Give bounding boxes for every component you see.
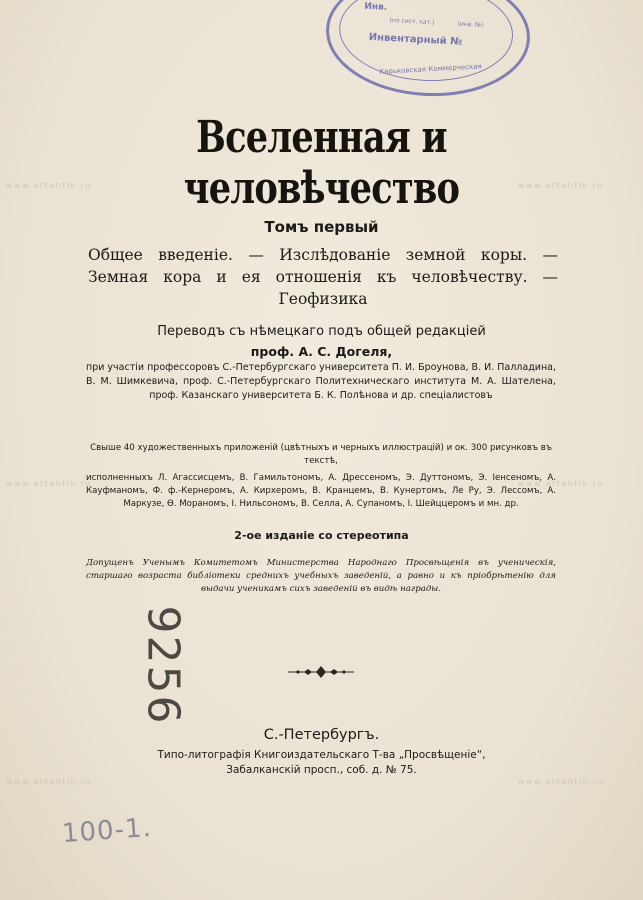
illustrators-list: исполненныхъ Л. Агассисцемъ, В. Гамильтономъ, А. Дрессеномъ, Э. Дуттономъ, Э. Іенсеномъ, А. Кауфманомъ, Ф. ф.-Кернеромъ, А. Кирхеромъ, В. Кранцемъ, В. Кунертомъ, Ле Ру, Э. Лессомъ, А. Маркузе, Ѳ. Мораномъ, І. Нильсономъ, В. Селла, А. Супаномъ, І. Шейццеромъ и мн. др. xyxy=(86,473,556,509)
stamp-label-small: (по сист. кат.) xyxy=(389,16,435,27)
ornament-divider xyxy=(288,664,354,680)
handwritten-inventory-number: 9256 xyxy=(137,605,189,726)
watermark: www.artantik.ru xyxy=(6,181,93,190)
printer-address: Забалканскій просп., соб. д. № 75. xyxy=(226,764,417,776)
handwritten-price: 100-1. xyxy=(61,812,153,850)
editor-name: проф. А. С. Догеля, xyxy=(250,344,393,359)
illustrations-count: Свыше 40 художественныхъ приложеній (цвѣтныхъ и черныхъ иллюстрацій) и ок. 300 рисунковъ въ текстѣ, xyxy=(90,443,552,466)
book-title: Вселенная и человѣчество xyxy=(183,112,460,214)
watermark: www.artantik.ru xyxy=(518,777,605,786)
watermark: www.artantik.ru xyxy=(6,479,93,488)
stamp-label-right: (инв. №) xyxy=(457,20,484,29)
volume-contents: Общее введеніе. — Изслѣдованіе земной коры. — Земная кора и ея отношенія къ человѣчеству. — Геофизика xyxy=(88,246,558,308)
edition-label: 2-ое изданіе со стереотипа xyxy=(234,529,409,542)
watermark: www.artantik.ru xyxy=(6,777,93,786)
stamp-arc-text: Харьковская Коммерческая xyxy=(379,62,482,76)
printer-name: Типо-литографія Книгоиздательскаго Т-ва „Просвѣщеніе“, xyxy=(157,749,486,761)
illustrations-block xyxy=(86,442,556,511)
volume-label: Томъ первый xyxy=(264,218,379,236)
ministry-approval: Допущенъ Ученымъ Комитетомъ Министерства Народнаго Просвѣщенія въ ученическія, старшаго возраста библіотеки среднихъ учебныхъ заведеній, а равно и къ пріобрѣтенію для выдачи ученикамъ сихъ заведеній въ видѣ награды. xyxy=(86,558,556,594)
watermark: www.artantik.ru xyxy=(518,181,605,190)
stamp-label-left: Инв. xyxy=(364,1,388,13)
watermark: www.artantik.ru xyxy=(518,479,605,488)
translation-line: Переводъ съ нѣмецкаго подъ общей редакціей xyxy=(157,324,486,339)
library-stamp xyxy=(323,0,533,101)
stamp-inventory: Инвентарный № xyxy=(368,31,463,48)
publication-city: С.-Петербургъ. xyxy=(263,727,380,743)
translation-credit xyxy=(0,322,643,363)
printer-info xyxy=(0,748,643,778)
participants: при участіи профессоровъ С.-Петербургскаго университета П. И. Броунова, В. И. Палладина, В. М. Шимкевича, проф. С.-Петербургскаго Политехническаго института М. А. Шателена, проф. Казанскаго университета Б. К. Полѣнова и др. спеціалистовъ xyxy=(86,362,556,401)
editor-line xyxy=(0,342,643,363)
